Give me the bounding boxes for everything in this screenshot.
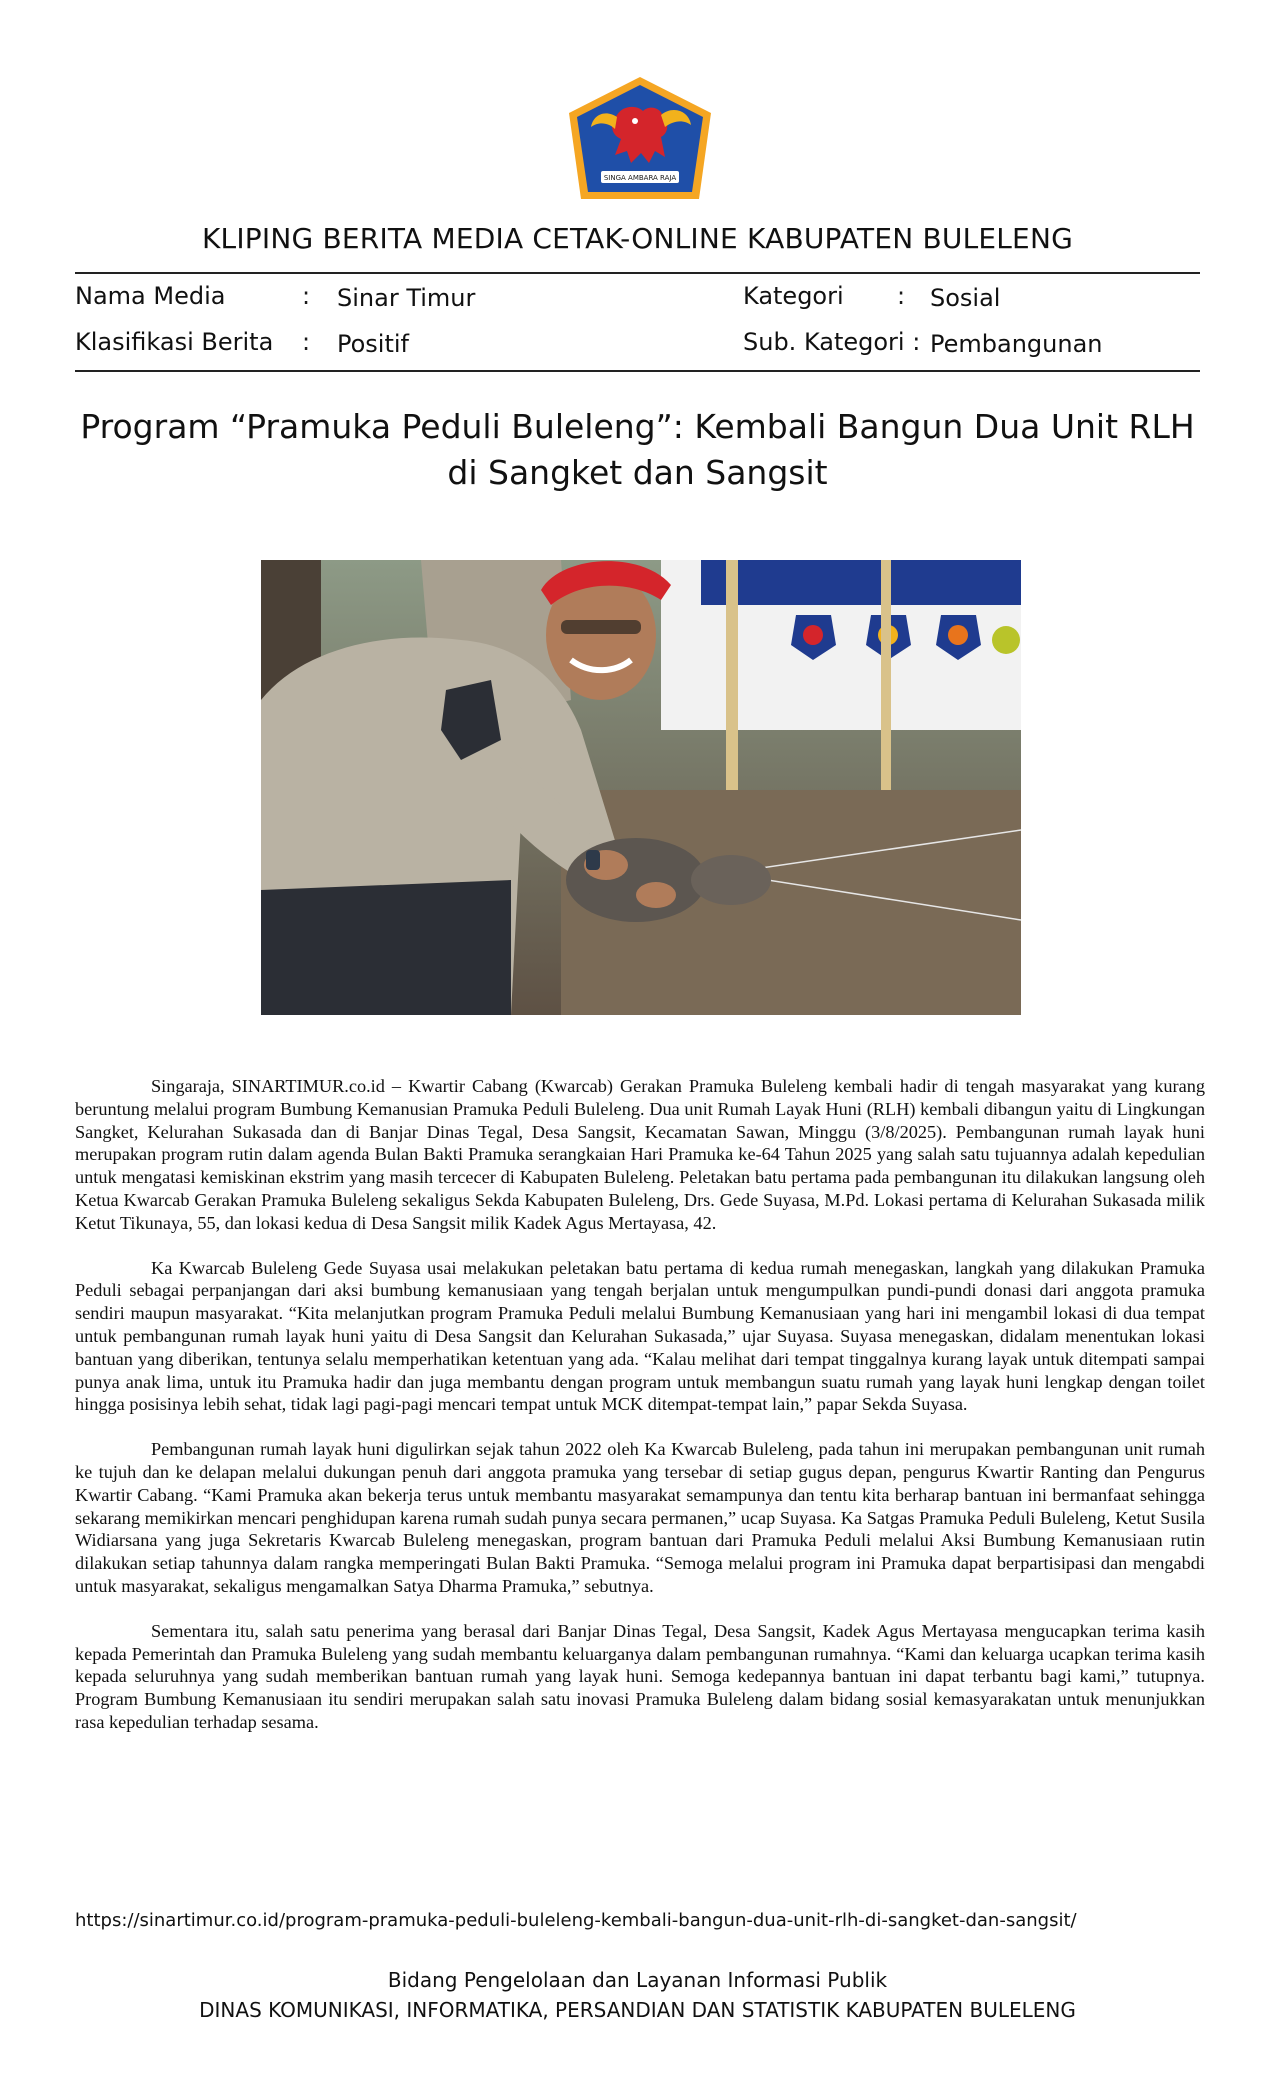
article-paragraph: Singaraja, SINARTIMUR.co.id – Kwartir Cabang (Kwarcab) Gerakan Pramuka Buleleng kembali hadir di tengah masyarakat yang kurang beruntung melalui program Bumbung Kemanusian Pramuka Peduli Buleleng. Dua unit Rumah Layak Huni (RLH) kembali dibangun yaitu di Lingkungan Sangket, Kelurahan Sukasada dan di Banjar Dinas Tegal, Desa Sangsit, Kecamatan Sawan, Minggu (3/8/2025). Pembangunan rumah layak huni merupakan program rutin dalam agenda Bulan Bakti Pramuka serangkaian Hari Pramuka ke-64 Tahun 2025 yang salah satu tujuannya adalah kepedulian untuk mengatasi kemiskinan ekstrim yang masih tercecer di Kabupaten Buleleng. Peletakan batu pertama pada pembangunan itu dilakukan langsung oleh Ketua Kwarcab Gerakan Pramuka Buleleng sekaligus Sekda Kabupaten Buleleng, Drs. Gede Suyasa, M.Pd. Lokasi pertama di Kelurahan Sukasada milik Ketut Tikunaya, 55, dan lokasi kedua di Desa Sangsit milik Kadek Agus Mertayasa, 42. [75, 1076, 1205, 1233]
sub-kategori-label: Sub. Kategori : [743, 328, 921, 356]
article-paragraph: Ka Kwarcab Buleleng Gede Suyasa usai melakukan peletakan batu pertama di kedua rumah menegaskan, langkah yang dilakukan Pramuka Peduli sebagai perpanjangan dari aksi bumbung kemanusiaan yang tengah berjalan untuk mengumpulkan pundi-pundi donasi dari anggota pramuka sendiri maupun masyarakat. “Kita melanjutkan program Pramuka Peduli melalui Bumbung Kemanusiaan yang hari ini mengambil lokasi di dua tempat untuk pembangunan rumah layak huni yaitu di Desa Sangsit dan Kelurahan Sukasada,” ujar Suyasa. Suyasa menegaskan, didalam menentukan lokasi bantuan yang diberikan, tentunya selalu memperhatikan ketentuan yang ada. “Kalau melihat dari tempat tinggalnya kurang layak untuk ditempati sampai punya anak lima, untuk itu Pramuka hadir dan juga membantu dengan program untuk membangun suatu rumah yang layak huni lengkap dengan toilet hingga posisinya lebih sehat, tidak lagi pagi-pagi mencari tempat untuk MCK ditempat-tempat lain,” papar Sekda Suyasa. [75, 1257, 1205, 1415]
sub-kategori-value: Pembangunan [930, 330, 1103, 358]
nama-media-value: Sinar Timur [337, 284, 476, 312]
footer-department: Bidang Pengelolaan dan Layanan Informasi Publik [387, 1968, 888, 1992]
article-paragraph: Pembangunan rumah layak huni digulirkan sejak tahun 2022 oleh Ka Kwarcab Buleleng, pada tahun ini merupakan pembangunan unit rumah ke tujuh dan ke delapan melalui dukungan penuh dari anggota pramuka yang tersebar di setiap gugus depan, pengurus Kwartir Ranting dan Pengurus Kwartir Cabang. “Kami Pramuka akan bekerja terus untuk membantu masyarakat semampunya dan tentu kita berharap bantuan ini bermanfaat sehingga sekarang memikirkan mencari penghidupan karena rumah sudah punya secara permanen,” ucap Suyasa. Ka Satgas Pramuka Peduli Buleleng, Ketut Susila Widiarsana yang juga Sekretaris Kwarcab Buleleng menegaskan, program bantuan dari Pramuka Peduli melalui Aksi Bumbung Kemanusiaan rutin dilakukan setiap tahunnya dalam rangka memperingati Bulan Bakti Pramuka. “Semoga melalui program ini Pramuka dapat berpartisipasi dan mengabdi untuk masyarakat, sekaligus mengamalkan Satya Dharma Pramuka,” sebutnya. [75, 1439, 1205, 1596]
footer-agency: DINAS KOMUNIKASI, INFORMATIKA, PERSANDIAN DAN STATISTIK KABUPATEN BULELENG [199, 1998, 1076, 2022]
colon: : [302, 328, 311, 356]
kategori-value: Sosial [930, 284, 1001, 312]
klasifikasi-value: Positif [337, 330, 409, 358]
article-title-line-1: Program “Pramuka Peduli Buleleng”: Kembali Bangun Dua Unit RLH [80, 407, 1195, 446]
header-divider-bottom [75, 370, 1200, 372]
klasifikasi-label: Klasifikasi Berita [75, 328, 274, 356]
clipping-header-title: KLIPING BERITA MEDIA CETAK-ONLINE KABUPATEN BULELENG [201, 222, 1073, 255]
colon: : [302, 282, 311, 310]
buleleng-logo [565, 75, 715, 203]
article-paragraph: Sementara itu, salah satu penerima yang berasal dari Banjar Dinas Tegal, Desa Sangsit, Kadek Agus Mertayasa mengucapkan terima kasih kepada Pemerintah dan Pramuka Buleleng yang sudah membantu keluarganya dalam pembangunan rumahnya. “Kami dan keluarga ucapkan terima kasih kepada seluruhnya yang sudah memberikan bantuan rumah yang layak huni. Semoga kedepannya bantuan ini dapat terbantu bagi kami,” tutupnya. Program Bumbung Kemanusiaan itu sendiri merupakan salah satu inovasi Pramuka Buleleng dalam bidang sosial kemasyarakatan untuk menunjukkan rasa kepedulian terhadap sesama. [75, 1620, 1205, 1732]
article-title [75, 404, 1200, 496]
header-divider-top [75, 272, 1200, 274]
source-url[interactable]: https://sinartimur.co.id/program-pramuka-peduli-buleleng-kembali-bangun-dua-unit-rlh-di-sangket-dan-sangsit/ [75, 1910, 1077, 1931]
nama-media-label: Nama Media [75, 282, 226, 310]
article-body [75, 1075, 1205, 1756]
colon: : [897, 282, 906, 310]
kategori-label: Kategori [743, 282, 844, 310]
article-title-line-2: di Sangket dan Sangsit [447, 453, 828, 492]
logo-motto: SINGA AMBARA RAJA [603, 174, 677, 182]
article-photo [261, 560, 1021, 1015]
